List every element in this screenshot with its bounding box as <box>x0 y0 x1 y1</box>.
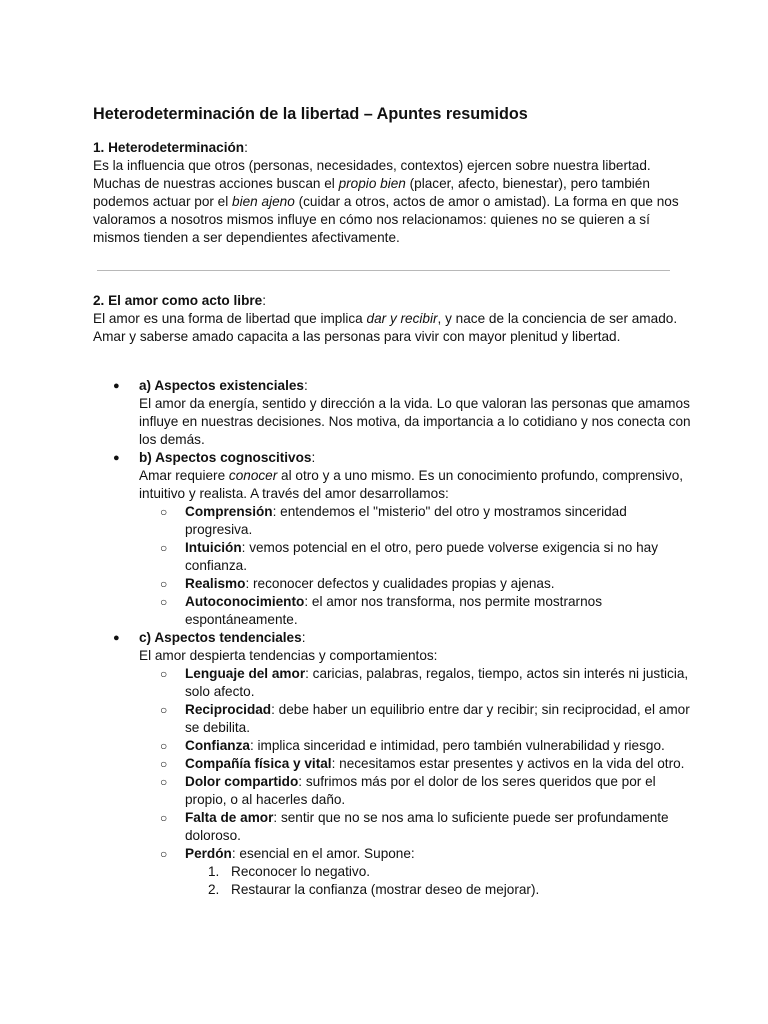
section2-text-2: , y nace de la conciencia de ser amado. Amar y saberse amado capacita a las personas para vivir con mayor plenitud y libertad. <box>93 311 678 344</box>
circle-bullet-icon: ○ <box>160 505 168 519</box>
sublist-item <box>139 593 693 629</box>
numbered-text: Reconocer lo negativo. <box>231 864 371 879</box>
sublist-term: Realismo <box>185 576 246 591</box>
sublist-item <box>139 755 693 773</box>
section1-emphasis-1: propio bien <box>338 176 406 191</box>
bullet-icon: ● <box>113 452 120 464</box>
numbered-item <box>185 881 693 899</box>
perdon-steps-list <box>185 863 693 899</box>
cognitive-sublist <box>139 503 693 629</box>
sublist-desc: : vemos potencial en el otro, pero puede volverse exigencia si no hay confianza. <box>185 540 659 573</box>
numbered-item <box>185 863 693 881</box>
section1-paragraph: 1. Heterodeterminación: Es la influencia que otros (personas, necesidades, contextos) ejercen sobre nuestra libertad. Muchas de nuestras acciones buscan el propio bien (placer, afecto, bienestar), pero también podemos actuar por el bien ajeno (cuidar a otros, actos de amor o amistad). La forma en que nos valoramos a nosotros mismos influye en cómo nos relacionamos: quienes no se quieren a sí mismos tienden a ser dependientes afectivamente. <box>93 140 679 245</box>
circle-bullet-icon: ○ <box>160 775 168 789</box>
section1-text-2: (placer, afecto, bienestar), pero también podemos actuar por el <box>93 176 650 209</box>
aspect-label: c) Aspectos tendenciales <box>139 630 302 645</box>
sublist-term: Confianza <box>185 738 250 753</box>
list-item-aspectos-tendenciales: ● c) Aspectos tendenciales: El amor despierta tendencias y comportamientos: ○ Lenguaje del amor: caricias, palabras, regalos, tiempo, actos sin interés ni justicia, solo afecto. ○ Reciprocidad: debe haber un equilibrio entre dar y recibir; sin reciprocidad, el amor se debilita. ○ Confianza: implica sinceridad e intimidad, pero también vulnerabilidad y riesgo. ○ Compañía física y vital: necesitamos estar presentes y activos en la vida del otro. ○ Dolor compartido: sufrimos más por el dolor de los seres queridos que por el propio, o al hacerles daño. ○ Falta de amor: sentir que no se nos ama lo suficiente puede ser profundamente doloroso. ○ Perdón: esencial en el amor. Supone: 1. Reconocer lo negativo. 2. Restaurar la confianza (mostrar deseo de mejorar). <box>93 629 693 899</box>
sublist-desc: : sufrimos más por el dolor de los seres queridos que por el propio, o al hacerles daño. <box>185 774 656 807</box>
sublist-term: Autoconocimiento <box>185 594 305 609</box>
sublist-desc: : reconocer defectos y cualidades propias y ajenas. <box>245 576 555 591</box>
section-heterodeterminacion <box>93 139 693 247</box>
sublist-item <box>139 809 693 845</box>
sublist-term: Falta de amor <box>185 810 274 825</box>
circle-bullet-icon: ○ <box>160 847 168 861</box>
item-number: 1. <box>208 864 220 879</box>
section1-emphasis-2: bien ajeno <box>232 194 295 209</box>
sublist-desc: : caricias, palabras, regalos, tiempo, actos sin interés ni justicia, solo afecto. <box>185 666 689 699</box>
aspect-label: b) Aspectos cognoscitivos <box>139 450 312 465</box>
sublist-desc: : sentir que no se nos ama lo suficiente puede ser profundamente doloroso. <box>185 810 669 843</box>
sublist-term: Compañía física y vital <box>185 756 332 771</box>
circle-bullet-icon: ○ <box>160 703 168 717</box>
sublist-term: Lenguaje del amor <box>185 666 306 681</box>
sublist-item <box>139 665 693 701</box>
sublist-item <box>139 503 693 539</box>
list-item-aspectos-cognoscitivos: ● b) Aspectos cognoscitivos: Amar requiere conocer al otro y a uno mismo. Es un conocimiento profundo, comprensivo, intuitivo y realista. A través del amor desarrollamos: ○ Comprensión: entendemos el "misterio" del otro y mostramos sinceridad progresiva. ○ Intuición: vemos potencial en el otro, pero puede volverse exigencia si no hay confianza. ○ Realismo: reconocer defectos y cualidades propias y ajenas. ○ Autoconocimiento: el amor nos transforma, nos permite mostrarnos espontáneamente. <box>93 449 693 629</box>
section-amor-acto-libre <box>93 292 693 346</box>
section1-heading: 1. Heterodeterminación <box>93 140 245 155</box>
sublist-term: Intuición <box>185 540 242 555</box>
circle-bullet-icon: ○ <box>160 739 168 753</box>
aspects-list <box>93 377 693 899</box>
aspect-label: a) Aspectos existenciales <box>139 378 304 393</box>
circle-bullet-icon: ○ <box>160 811 168 825</box>
tendency-sublist <box>139 665 693 899</box>
section2-paragraph: 2. El amor como acto libre: El amor es una forma de libertad que implica dar y recibir, y nace de la conciencia de ser amado. Amar y saberse amado capacita a las personas para vivir con mayor plenitud y libertad. <box>93 293 678 344</box>
circle-bullet-icon: ○ <box>160 757 168 771</box>
sublist-desc: : entendemos el "misterio" del otro y mostramos sinceridad progresiva. <box>185 504 627 537</box>
list-item-aspectos-existenciales: ● a) Aspectos existenciales: El amor da energía, sentido y dirección a la vida. Lo que valoran las personas que amamos influye en nuestras decisiones. Nos motiva, da importancia a lo cotidiano y nos conecta con los demás. <box>113 378 691 447</box>
circle-bullet-icon: ○ <box>160 667 168 681</box>
bullet-icon: ● <box>113 380 120 392</box>
sublist-item <box>139 701 693 737</box>
item-number: 2. <box>208 882 220 897</box>
sublist-desc: : necesitamos estar presentes y activos en la vida del otro. <box>331 756 685 771</box>
document-title: Heterodeterminación de la libertad – Apuntes resumidos <box>93 105 528 123</box>
sublist-item <box>139 539 693 575</box>
aspect-text: El amor despierta tendencias y comportamientos: <box>139 648 438 663</box>
sublist-term: Comprensión <box>185 504 273 519</box>
aspect-text-1: Amar requiere <box>139 468 229 483</box>
section2-emphasis: dar y recibir <box>366 311 438 326</box>
sublist-item <box>139 575 693 593</box>
horizontal-divider <box>97 270 670 271</box>
aspect-emphasis: conocer <box>228 468 278 483</box>
section1-text-1: Es la influencia que otros (personas, necesidades, contextos) ejercen sobre nuestra libertad. Muchas de nuestras acciones buscan el <box>93 158 651 191</box>
sublist-desc: : implica sinceridad e intimidad, pero también vulnerabilidad y riesgo. <box>249 738 665 753</box>
sublist-term: Dolor compartido <box>185 774 299 789</box>
circle-bullet-icon: ○ <box>160 541 168 555</box>
sublist-item <box>139 737 693 755</box>
sublist-desc: : el amor nos transforma, nos permite mostrarnos espontáneamente. <box>185 594 602 627</box>
sublist-item <box>139 773 693 809</box>
section2-text-1: El amor es una forma de libertad que implica <box>93 311 367 326</box>
bullet-icon: ● <box>113 632 120 644</box>
sublist-desc: : esencial en el amor. Supone: <box>231 846 415 861</box>
section2-heading: 2. El amor como acto libre <box>93 293 263 308</box>
sublist-desc: : debe haber un equilibrio entre dar y recibir; sin reciprocidad, el amor se debilita. <box>185 702 690 735</box>
sublist-term: Reciprocidad <box>185 702 272 717</box>
circle-bullet-icon: ○ <box>160 577 168 591</box>
aspect-text-2: al otro y a uno mismo. Es un conocimiento profundo, comprensivo, intuitivo y realista. A través del amor desarrollamos: <box>139 468 684 501</box>
sublist-term: Perdón <box>185 846 232 861</box>
sublist-item-perdon <box>139 845 693 899</box>
section1-text-3: (cuidar a otros, actos de amor o amistad). La forma en que nos valoramos a nosotros mismos influye en cómo nos relacionamos: quienes no se quieren a sí mismos tienden a ser dependientes afectivamente. <box>93 194 679 245</box>
aspect-text: El amor da energía, sentido y dirección a la vida. Lo que valoran las personas que amamos influye en nuestras decisiones. Nos motiva, da importancia a lo cotidiano y nos conecta con los demás. <box>139 396 691 447</box>
circle-bullet-icon: ○ <box>160 595 168 609</box>
numbered-text: Restaurar la confianza (mostrar deseo de mejorar). <box>231 882 540 897</box>
